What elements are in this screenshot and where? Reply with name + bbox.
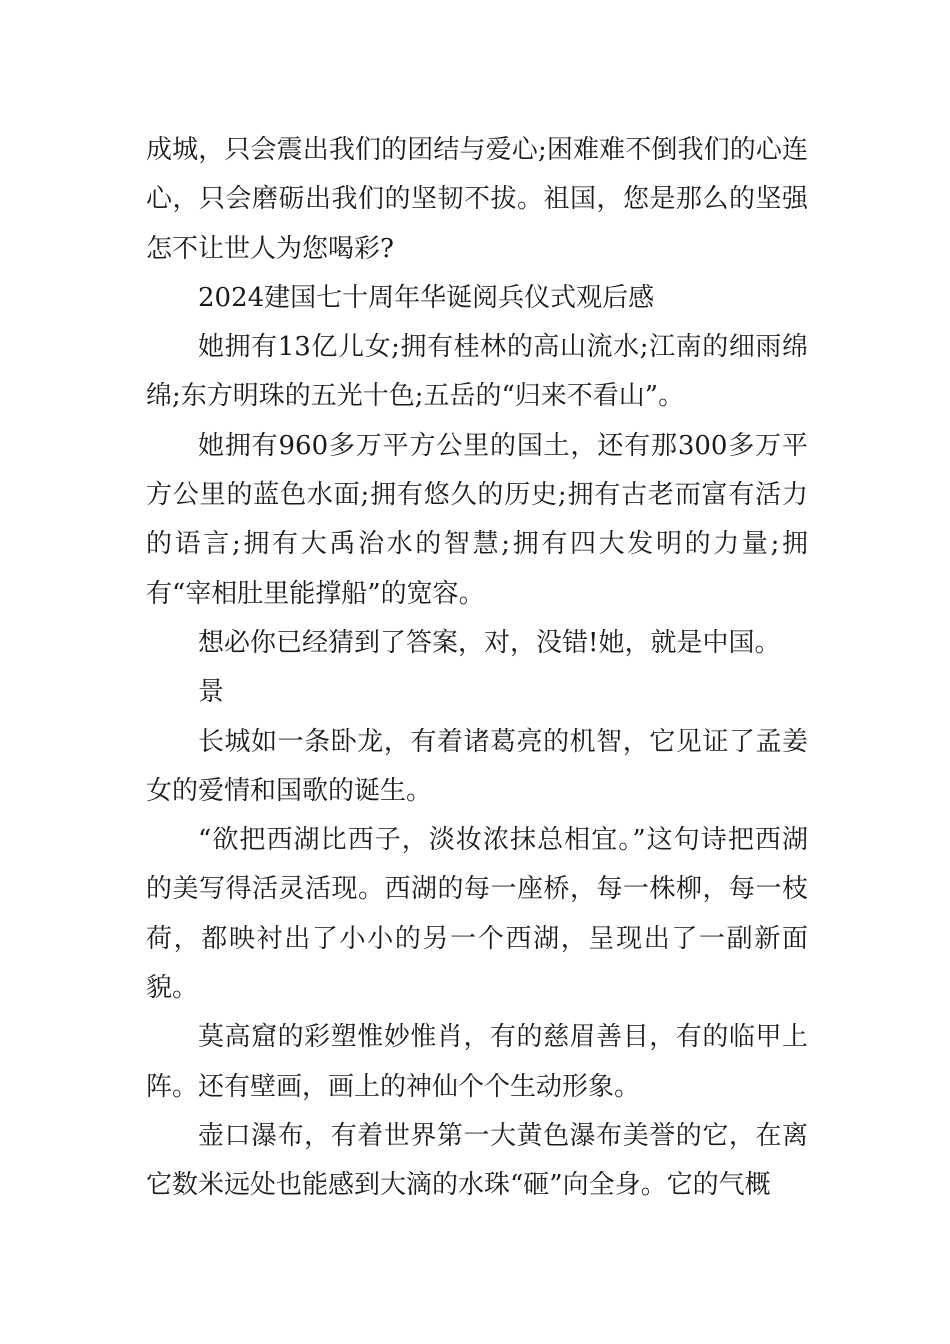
section-heading: 2024建国七十周年华诞阅兵仪式观后感 [198, 282, 655, 313]
paragraph: 莫高窟的彩塑惟妙惟肖，有的慈眉善目，有的临甲上阵。还有壁画，画上的神仙个个生动形象。 [146, 1022, 808, 1102]
document-body [146, 126, 808, 1211]
paragraph-continuation: 成城，只会震出我们的团结与爱心;困难难不倒我们的心连心，只会磨砺出我们的坚韧不拔。祖国，您是那么的坚强怎不让世人为您喝彩? [146, 135, 808, 264]
paragraph: 长城如一条卧龙，有着诸葛亮的机智，它见证了孟姜女的爱情和国歌的诞生。 [146, 726, 808, 806]
paragraph: 她拥有13亿儿女;拥有桂林的高山流水;江南的细雨绵绵;东方明珠的五光十色;五岳的“归来不看山”。 [146, 332, 808, 412]
subsection-heading: 景 [198, 677, 225, 708]
paragraph: 壶口瀑布，有着世界第一大黄色瀑布美誉的它，在离它数米远处也能感到大滴的水珠“砸”向全身。它的气概 [146, 1120, 808, 1201]
paragraph: 想必你已经猜到了答案，对，没错!她，就是中国。 [198, 627, 781, 658]
paragraph: 她拥有960多万平方公里的国土，还有那300多万平方公里的蓝色水面;拥有悠久的历史;拥有古老而富有活力的语言;拥有大禹治水的智慧;拥有四大发明的力量;拥有“宰相肚里能撑船”的宽容。 [146, 430, 808, 609]
paragraph: “欲把西湖比西子，淡妆浓抹总相宜。”这句诗把西湖的美写得活灵活现。西湖的每一座桥，每一株柳，每一枝荷，都映衬出了小小的另一个西湖，呈现出了一副新面貌。 [146, 825, 808, 1004]
